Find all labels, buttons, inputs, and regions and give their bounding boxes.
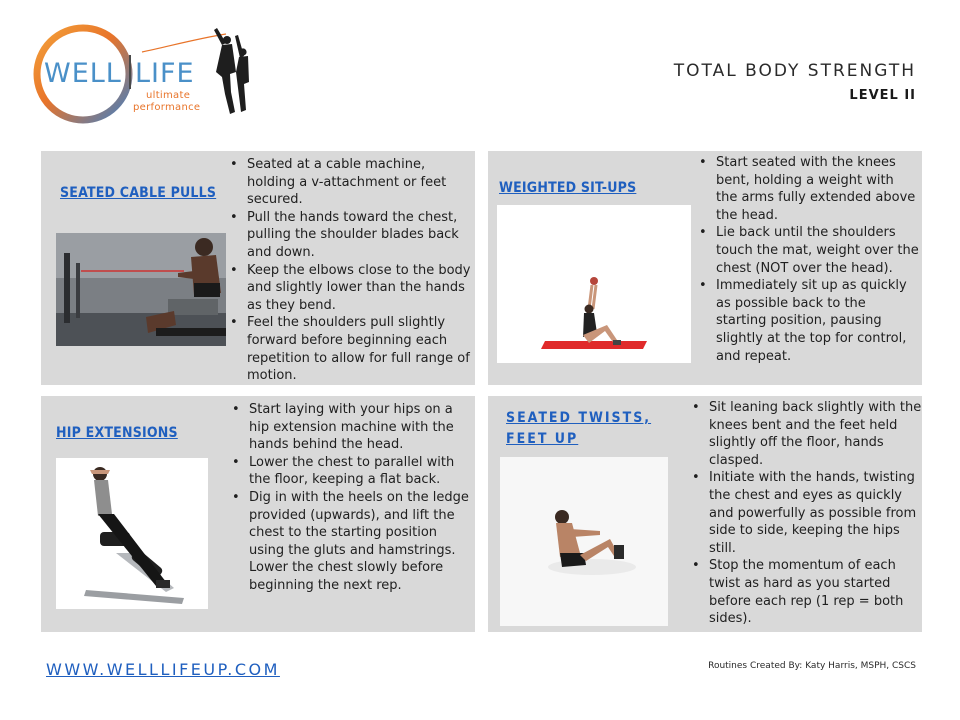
exercise-title-link[interactable]: SEATED TWISTS, FEET UP [506,410,652,447]
step-item: • Immediately sit up as quickly as possible back to the starting position, pausing slightly at the top for control, and repeat. [697,277,919,365]
exercise-title-link[interactable]: HIP EXTENSIONS [56,425,178,441]
exercise-card-hip-extensions [41,396,475,632]
seated-cable-row-photo [56,233,226,346]
exercise-steps [690,399,922,628]
step-item: • Sit leaning back slightly with the knees bent and the feet held slightly off the floor, hands clasped. [690,399,922,469]
weighted-situp-photo [497,205,691,363]
logo-word-well: WELL [44,58,122,89]
seated-twist-photo [500,457,668,626]
well-life-logo [30,22,250,127]
exercise-steps [230,401,470,595]
step-item: • Start laying with your hips on a hip extension machine with the hands behind the head. [230,401,470,454]
page-title: TOTAL BODY STRENGTH [673,61,916,81]
logo-divider [129,55,131,89]
step-item: • Seated at a cable machine, holding a v-attachment or feet secured. [228,156,473,209]
logo-word-life: LIFE [135,58,195,89]
logo-tagline-ultimate: ultimate [146,90,191,101]
exercise-card-seated-twists [488,396,922,632]
logo-tagline-performance: performance [133,102,201,113]
step-item: • Feel the shoulders pull slightly forward before beginning each repetition to allow for full range of motion. [228,314,473,384]
exercise-steps [228,156,473,385]
step-item: • Lower the chest to parallel with the floor, keeping a flat back. [230,454,470,489]
hip-extension-photo [56,458,208,609]
exercise-card-weighted-sit-ups [488,151,922,385]
exercise-card-seated-cable-pulls [41,151,475,385]
exercise-steps [697,154,919,365]
step-item: • Start seated with the knees bent, holding a weight with the arms fully extended above the head. [697,154,919,224]
step-item: • Keep the elbows close to the body and slightly lower than the hands as they bend. [228,262,473,315]
step-item: • Lie back until the shoulders touch the mat, weight over the chest (NOT over the head). [697,224,919,277]
step-item: • Pull the hands toward the chest, pulling the shoulder blades back and down. [228,209,473,262]
exercise-title-link[interactable]: SEATED CABLE PULLS [60,185,217,201]
author-credit: Routines Created By: Katy Harris, MSPH, CSCS [708,661,916,671]
exercise-title-link[interactable]: WEIGHTED SIT-UPS [499,180,637,196]
step-item: • Initiate with the hands, twisting the chest and eyes as quickly and powerfully as possible from side to side, keeping the hips still. [690,469,922,557]
level-label: LEVEL II [849,88,916,103]
website-link[interactable]: WWW.WELLLIFEUP.COM [46,660,280,679]
step-item: • Dig in with the heels on the ledge provided (upwards), and lift the chest to the starting position using the gluts and hamstrings. Lower the chest slowly before beginning the next rep. [230,489,470,595]
step-item: • Stop the momentum of each twist as hard as you started before each rep (1 rep = both sides). [690,557,922,627]
